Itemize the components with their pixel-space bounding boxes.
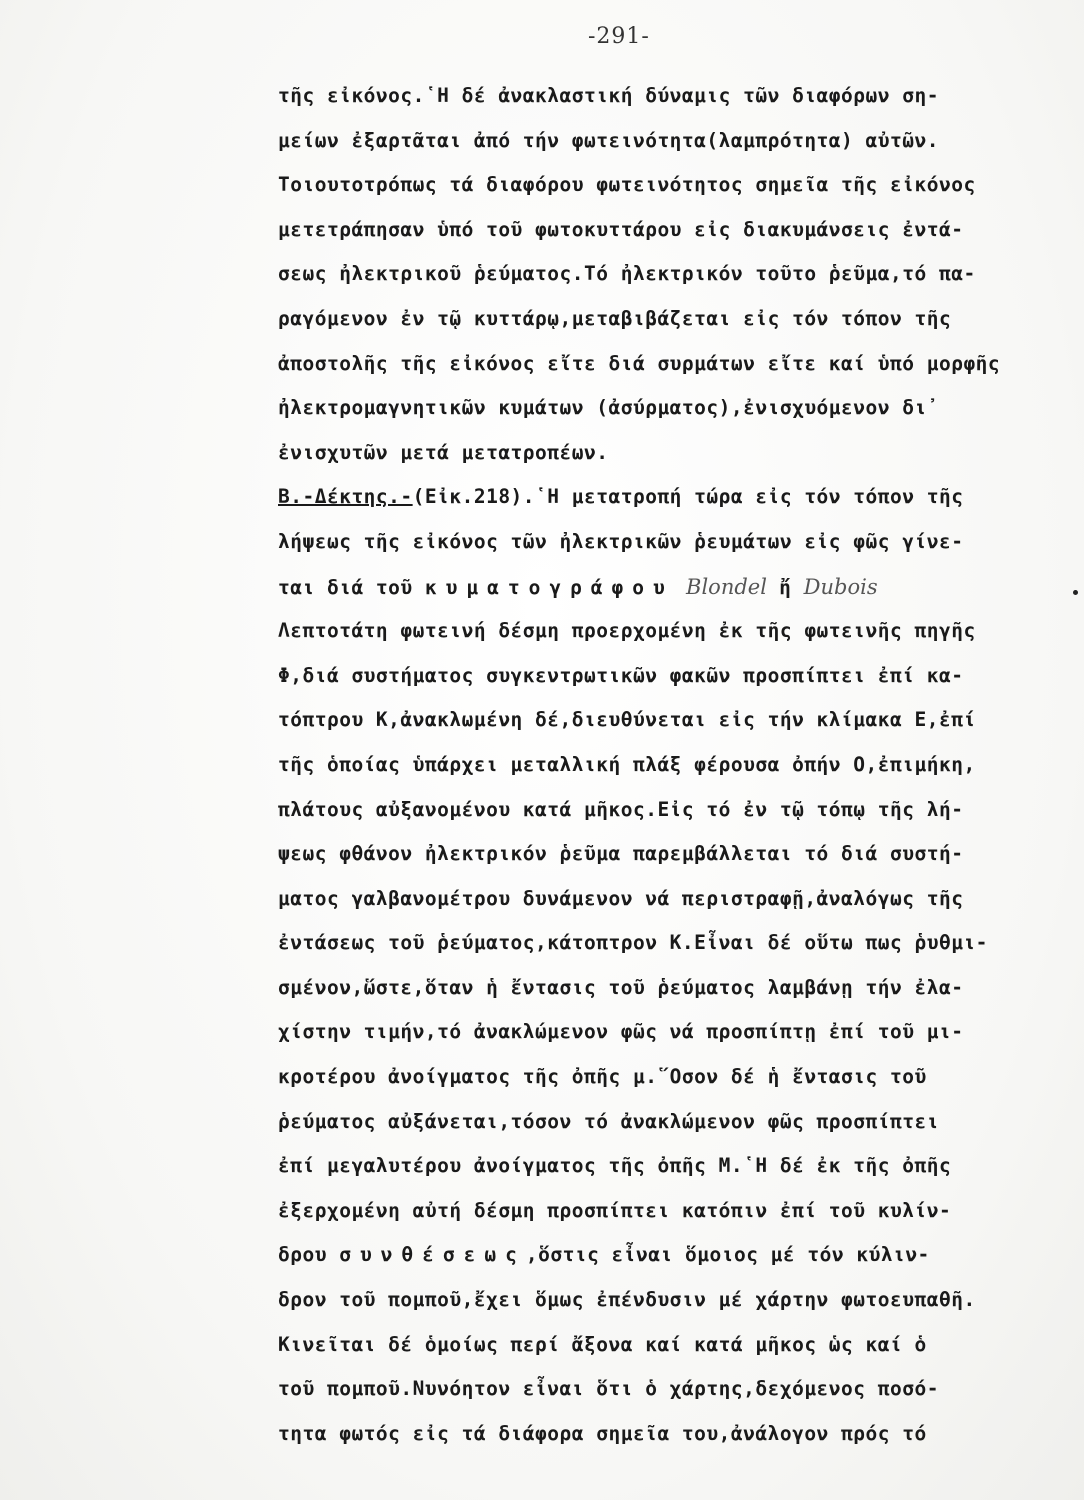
kymatograph-prefix: ται διά τοῦ	[278, 575, 425, 599]
synthesis-line	[278, 1233, 1068, 1278]
synthesis-suffix: ,ὅστις εἶναι ὅμοιος μέ τόν κύλιν-	[525, 1243, 930, 1267]
text-line: ἐνισχυτῶν μετά μετατροπέων.	[278, 440, 609, 464]
conjunction: ἤ	[766, 575, 804, 599]
text-line: σμένον,ὥστε,ὅταν ἡ ἔντασις τοῦ ῥεύματος λαμβάνῃ τήν ἐλα-	[278, 975, 964, 999]
text-line: ἐξερχομένη αὐτή δέσμη προσπίπτει κατόπιν ἐπί τοῦ κυλίν-	[278, 1198, 952, 1222]
page-number: -291-	[588, 24, 650, 49]
text-line: ἀποστολῆς τῆς εἰκόνος εἴτε διά συρμάτων εἴτε καί ὑπό μορφῆς	[278, 351, 1001, 375]
kymatograph-word: κυματογράφου	[424, 575, 674, 599]
text-line: τοῦ πομποῦ.Νυνόητον εἶναι ὅτι ὁ χάρτης,δεχόμενος ποσό-	[278, 1377, 939, 1401]
text-line: λήψεως τῆς εἰκόνος τῶν ἠλεκτρικῶν ῥευμάτων εἰς φῶς γίνε-	[278, 529, 964, 553]
text-line: ἐντάσεως τοῦ ῥεύματος,κάτοπτρον Κ.Εἶναι δέ οὕτω πως ῥυθμι-	[278, 931, 988, 955]
handwritten-annotation-blondel: Blondel	[686, 574, 767, 599]
section-heading-line	[278, 475, 1068, 520]
text-line: ῥεύματος αὐξάνεται,τόσον τό ἀνακλώμενον φῶς προσπίπτει	[278, 1109, 939, 1133]
ink-dot	[1073, 590, 1078, 595]
text-line: μετετράπησαν ὑπό τοῦ φωτοκυττάρου εἰς διακυμάνσεις ἐντά-	[278, 217, 964, 241]
synthesis-word: συνθέσεως	[339, 1243, 526, 1267]
text-line: μείων ἐξαρτᾶται ἀπό τήν φωτεινότητα(λαμπρότητα) αὐτῶν.	[278, 128, 939, 152]
text-line: τῆς ὁποίας ὑπάρχει μεταλλική πλάξ φέρουσα ὀπήν Ο,ἐπιμήκη,	[278, 752, 976, 776]
text-line: δρον τοῦ πομποῦ,ἔχει ὅμως ἐπένδυσιν μέ χάρτην φωτοευπαθῆ.	[278, 1288, 976, 1312]
text-line: κροτέρου ἀνοίγματος τῆς ὀπῆς μ.῞Οσον δέ ἡ ἔντασις τοῦ	[278, 1065, 927, 1089]
text-line: Τοιουτοτρόπως τά διαφόρου φωτεινότητος σημεῖα τῆς εἰκόνος	[278, 173, 976, 197]
text-line: σεως ἠλεκτρικοῦ ῥεύματος.Τό ἠλεκτρικόν τοῦτο ῥεῦμα,τό πα-	[278, 262, 976, 286]
text-line: ἐπί μεγαλυτέρου ἀνοίγματος τῆς ὀπῆς Μ.῾Η δέ ἐκ τῆς ὀπῆς	[278, 1154, 952, 1178]
text-line: Λεπτοτάτη φωτεινή δέσμη προερχομένη ἐκ τῆς φωτεινῆς πηγῆς	[278, 619, 976, 643]
text-line: ψεως φθάνον ἠλεκτρικόν ῥεῦμα παρεμβάλλεται τό διά συστή-	[278, 842, 964, 866]
section-heading-label: Β.-Δέκτης.-	[278, 485, 413, 509]
text-line: χίστην τιμήν,τό ἀνακλώμενον φῶς νά προσπίπτῃ ἐπί τοῦ μι-	[278, 1020, 964, 1044]
text-line: πλάτους αὐξανομένου κατά μῆκος.Εἰς τό ἐν τῷ τόπῳ τῆς λή-	[278, 797, 964, 821]
section-heading-rest: (Εἰκ.218).῾Η μετατροπή τώρα εἰς τόν τόπον τῆς	[412, 485, 964, 509]
text-line: τόπτρου Κ,ἀνακλωμένη δέ,διευθύνεται εἰς τήν κλίμακα Ε,ἐπί	[278, 708, 976, 732]
kymatograph-line	[278, 565, 1068, 610]
text-line: τητα φωτός εἰς τά διάφορα σημεῖα του,ἀνάλογον πρός τό	[278, 1421, 927, 1445]
text-line: ἠλεκτρομαγνητικῶν κυμάτων (ἀσύρματος),ἐνισχυόμενον δι᾽	[278, 396, 939, 420]
text-line: ματος γαλβανομέτρου δυνάμενον νά περιστραφῇ,ἀναλόγως τῆς	[278, 886, 964, 910]
text-line: ραγόμενον ἐν τῷ κυττάρῳ,μεταβιβάζεται εἰς τόν τόπον τῆς	[278, 306, 952, 330]
typewritten-text-body	[278, 74, 1068, 1456]
synthesis-prefix: δρου	[278, 1243, 340, 1267]
text-line: Φ,διά συστήματος συγκεντρωτικῶν φακῶν προσπίπτει ἐπί κα-	[278, 663, 964, 687]
text-line: τῆς εἰκόνος.῾Η δέ ἀνακλαστική δύναμις τῶν διαφόρων ση-	[278, 84, 939, 107]
handwritten-annotation-dubois: Dubois	[803, 574, 878, 599]
text-line: Κινεῖται δέ ὁμοίως περί ἄξονα καί κατά μῆκος ὡς καί ὁ	[278, 1332, 927, 1356]
